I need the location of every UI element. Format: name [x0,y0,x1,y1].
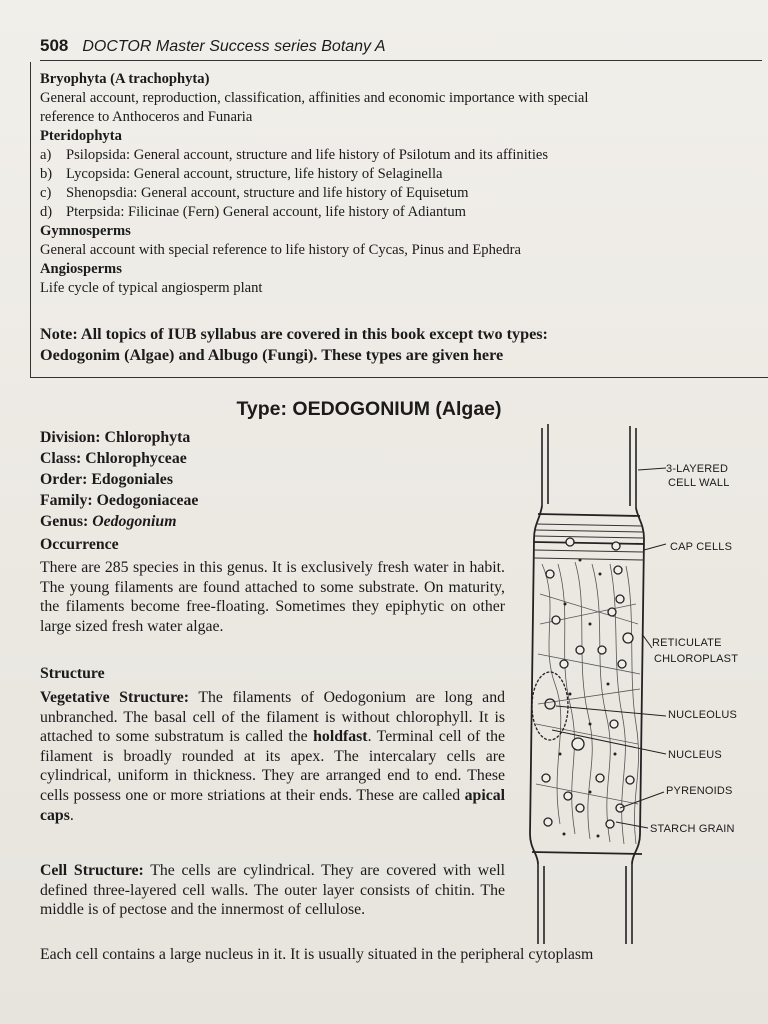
oedogonium-cell-diagram [520,424,768,944]
pteridophyta-heading: Pteridophyta [40,128,122,144]
pteridophyta-item: d) Pterpsida: Filicinae (Fern) General account, life history of Adiantum [40,204,467,220]
lower-cell [538,864,632,944]
occurrence-text: There are 285 species in this genus. It is exclusively fresh water in habit. The young filaments are found attached to some substrate. On maturity, the filaments become free-floating. Sometimes they epiphytic on other large sized fresh water algae. [40,559,505,635]
classification-row: Genus: Oedogonium [40,513,177,530]
structure-heading: Structure [40,665,105,682]
label-nucleolus: NUCLEOLUS [668,709,738,721]
pteridophyta-item: c) Shenopsdia: General account, structure and life history of Equisetum [40,185,469,201]
label-nucleus: NUCLEUS [668,749,722,761]
pteridophyta-item: a) Psilopsida: General account, structure and life history of Psilotum and its affinities [40,147,549,163]
pteridophyta-item: b) Lycopsida: General account, structure, life history of Selaginella [40,166,443,182]
label-chloroplast-2: CHLOROPLAST [654,653,739,665]
label-cell-wall-1: 3-LAYERED [666,463,729,475]
gymnosperms-heading: Gymnosperms [40,223,131,239]
nucleus-shape [532,672,568,740]
bryophyta-heading: Bryophyta (A trachophyta) [40,71,210,87]
classification-row: Class: Chlorophyceae [40,450,187,467]
syllabus-content [40,70,765,298]
header-rule [40,60,762,61]
pyrenoids [542,538,634,828]
diagram-labels [650,463,738,835]
label-chloroplast-1: RETICULATE [652,637,722,649]
classification-row: Family: Oedogoniaceae [40,492,199,509]
note-line-1: Note: All topics of IUB syllabus are covered in this book except two types: [40,325,548,343]
label-starch-grain: STARCH GRAIN [650,823,735,835]
angiosperms-heading: Angiosperms [40,261,122,277]
upper-cell [542,424,636,508]
bryophyta-line2: reference to Anthoceros and Funaria [40,109,253,125]
reticulate-chloroplast [536,562,640,844]
note-line-2: Oedogonim (Algae) and Albugo (Fungi). These types are given here [40,346,504,364]
bryophyta-line1: General account, reproduction, classification, affinities and economic importance with special [40,90,589,106]
angiosperms-text: Life cycle of typical angiosperm plant [40,280,263,296]
running-title: DOCTOR Master Success series Botany A [82,38,386,55]
gymnosperms-text: General account with special reference to life history of Cycas, Pinus and Ephedra [40,242,522,258]
classification-row: Division: Chlorophyta [40,429,191,446]
page-number: 508 [40,36,69,55]
label-pyrenoids: PYRENOIDS [666,785,733,797]
label-cap-cells: CAP CELLS [670,541,733,553]
label-cell-wall-2: CELL WALL [668,477,730,489]
syllabus-note [40,324,765,366]
occurrence-heading: Occurrence [40,536,119,553]
vegetative-structure-text: Vegetative Structure: The filaments of Oedogonium are long and unbranched. The basal cell of the filament is without chlorophyll. It is attached to some substratum is called the holdfast. Terminal cell of the filament is broadly rounded at its apex. The intercalary cells are cylindrical, uniform in thickness. They are arranged end to end. These cells possess one or more striations at their ends. These are called apical caps. [40,689,506,824]
classification-list [40,427,520,532]
page-header [40,36,386,56]
cell-structure-text: Cell Structure: The cells are cylindrical. They are covered with well defined three-layered cell walls. The outer layer consists of chitin. The middle is of pectose and the innermost of cellulose. [40,862,505,919]
last-line: Each cell contains a large nucleus in it. It is usually situated in the peripheral cytoplasm [40,946,594,963]
classification-row: Order: Edogoniales [40,471,173,488]
type-title: Type: OEDOGONIUM (Algae) [236,398,502,420]
